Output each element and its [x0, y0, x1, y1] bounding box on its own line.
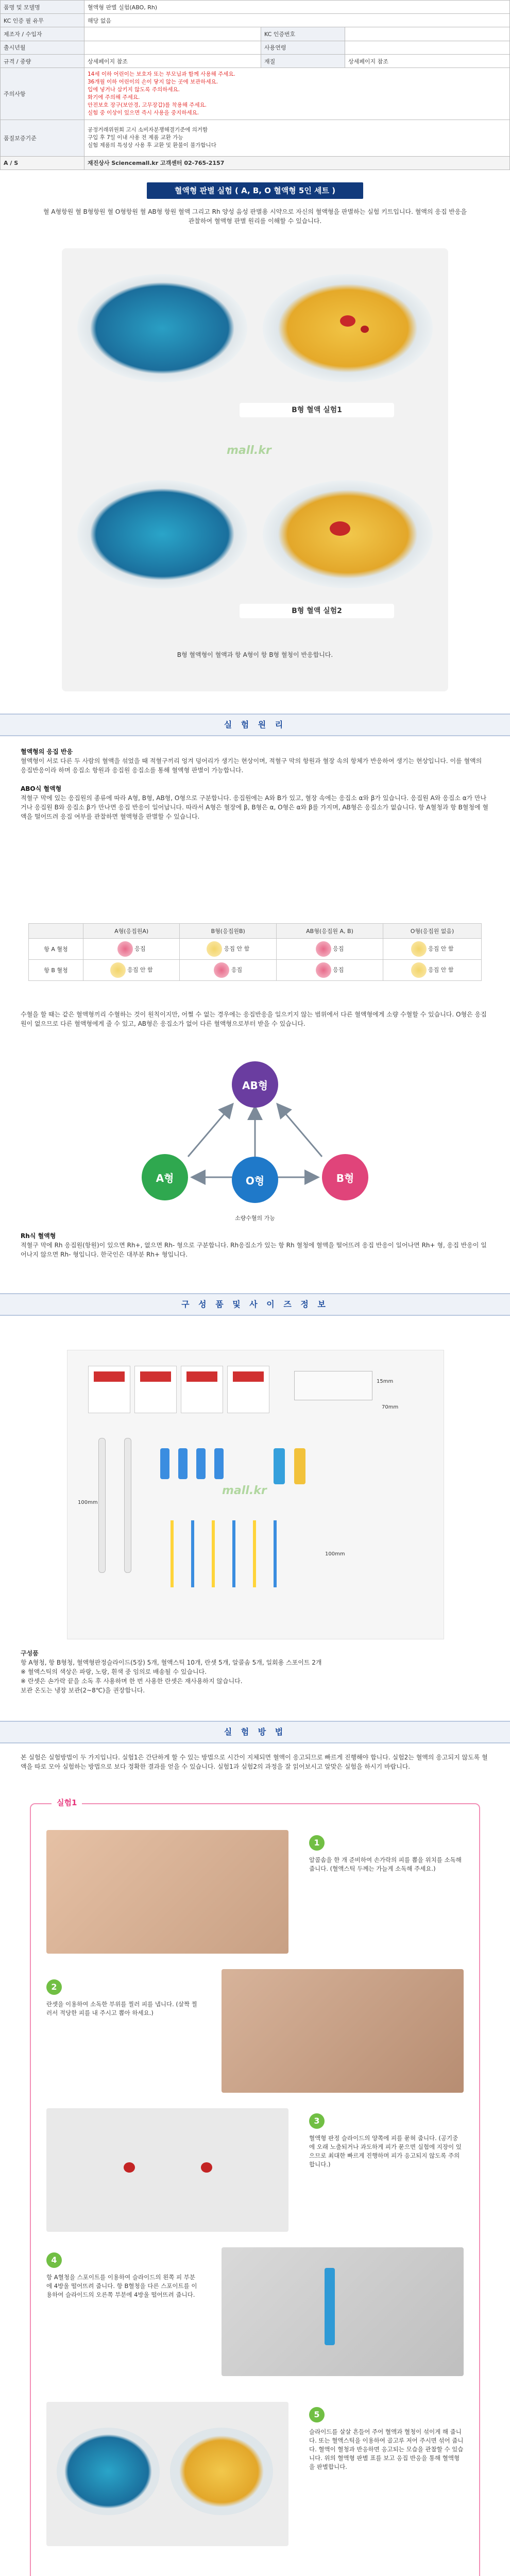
section-title-text: 구 성 품 및 사 이 즈 정 보: [181, 1299, 329, 1309]
quality-list: [84, 120, 510, 157]
table-cell: [180, 939, 277, 960]
quality-label: 품질보증기준: [1, 120, 84, 157]
clumped-cell-icon: [117, 941, 133, 957]
smooth-cell-icon: [411, 962, 427, 978]
clumped-cell-icon: [316, 962, 331, 978]
quality-line: 구입 후 7일 이내 사용 전 제품 교환 가능: [88, 134, 183, 141]
info-row: [1, 27, 510, 41]
info-label: 재질: [261, 54, 345, 67]
step-number: 3: [309, 2113, 325, 2129]
info-label: 규격 / 중량: [1, 54, 84, 67]
step-text: 란셋을 이용하여 소독한 부위를 찔러 피를 냅니다. (살짝 찔러서 적당한 피를 내 주시고 뽑아 하세요.): [46, 2001, 197, 2016]
alcohol-swab: [88, 1366, 130, 1413]
alcohol-swab: [181, 1366, 223, 1413]
contents-heading: 구성품: [21, 1650, 39, 1657]
cell-text: 응집 안 함: [428, 945, 454, 952]
caution-line: 화기에 주의해 주세요.: [88, 94, 140, 101]
caution-list: [84, 68, 510, 120]
section-title-text: 실 험 원 리: [224, 720, 286, 730]
section-title-method: [0, 1721, 510, 1743]
info-label: KC 인증번호: [261, 27, 345, 41]
info-label: 제조자 / 수입자: [1, 27, 84, 41]
alcohol-swab: [134, 1366, 177, 1413]
petri-dish-yellow: [263, 274, 433, 382]
experiment-1-label: B형 혈액 실험1: [240, 403, 394, 417]
info-label: 품명 및 모델명: [1, 1, 84, 14]
contents-line: ※ 란셋은 손가락 끝을 소독 후 사용하며 한 번 사용한 란셋은 재사용하지 않습니다.: [21, 1677, 243, 1685]
table-cell: [83, 939, 180, 960]
step-photo: [222, 2247, 464, 2376]
watermark-logo: mall.kr: [227, 444, 271, 457]
lancet: [196, 1448, 206, 1479]
info-row: [1, 54, 510, 67]
table-header: B형(응집원B): [180, 924, 277, 939]
blood-stick: [274, 1520, 277, 1587]
blood-stick: [232, 1520, 235, 1587]
table-cell: [83, 960, 180, 981]
dropper: [124, 1438, 131, 1573]
contents-line: 보관 온도는 냉장 보관(2~8℃)을 권장합니다.: [21, 1687, 145, 1694]
dropper: [98, 1438, 106, 1573]
hero-subtitle: 혈 A형항원 혈 B형항원 혈 O형항원 혈 AB형 항원 혈액 그리고 Rh 양성 음성 판별용 시약으로 자신의 혈액형을 판별하는 실험 키트입니다. 혈액의 응집 반응을 관찰하여 혈액형 판별 원리를 이해할 수 있습니다.: [43, 208, 467, 225]
experiment-2-label: B형 혈액 실험2: [240, 604, 394, 618]
info-label: 출시년월: [1, 41, 84, 54]
blood-stick: [171, 1520, 174, 1587]
table-header-row: [29, 924, 482, 939]
info-value: 혈액형 판별 실험(ABO, Rh): [84, 1, 510, 14]
table-cell: [180, 960, 277, 981]
photo-caption: B형 혈액형이 혈액과 항 A형이 항 B형 혈청이 반응합니다.: [177, 651, 333, 658]
caution-line: 14세 이하 어린이는 보호자 또는 부모님과 함께 사용해 주세요.: [88, 71, 235, 78]
result-photo-card: [62, 248, 448, 691]
smooth-cell-icon: [207, 941, 222, 957]
blood-type-ab-bubble: AB형: [232, 1061, 278, 1108]
clumped-cell-icon: [316, 941, 331, 957]
table-header: A형(응집원A): [83, 924, 180, 939]
table-row: [29, 960, 482, 981]
kit-contents-photo: [67, 1350, 444, 1639]
dimension-label: 100mm: [78, 1500, 98, 1505]
section-title-principle: [0, 714, 510, 736]
rh-heading: Rh식 혈액형: [21, 1232, 56, 1240]
table-header: [29, 924, 83, 939]
caution-line: 36개월 이하 어린이의 손이 닿지 않는 곳에 보관하세요.: [88, 79, 218, 86]
cell-text: 응집 안 함: [127, 967, 153, 973]
anti-a-serum-vial: [274, 1448, 285, 1484]
blood-type-b-bubble: B형: [322, 1154, 368, 1200]
method-section: [0, 1747, 510, 2576]
table-cell: [383, 960, 482, 981]
experiment-1-box: [30, 1798, 480, 2576]
test-slide: [294, 1371, 372, 1400]
transfusion-diagram: [131, 1056, 379, 1226]
contents-line: 항 A형청, 항 B형청, 혈액형판정슬라이드(5장) 5개, 혈액스틱 10개, 란셋 5개, 알콜솜 5개, 일회용 스포이트 2개: [21, 1659, 322, 1666]
step-text: 혈액형 판정 슬라이드의 양쪽에 피를 묻혀 줍니다. (공기중에 오래 노출되거나 과도하게 피가 묻으면 실험에 지장이 있으므로 최대한 빠르게 진행하며 피가 응고되지 않도록 주의합니다.): [309, 2134, 462, 2168]
principle-text-block: [21, 747, 489, 821]
step-photo: [46, 2402, 288, 2546]
petri-dish-blue: [77, 274, 247, 382]
alcohol-swab: [227, 1366, 269, 1413]
cell-text: 응집: [333, 967, 344, 973]
contents-section: [0, 1319, 510, 1731]
info-row-caution: [1, 68, 510, 120]
cell-text: 응집 안 함: [428, 967, 454, 973]
abo-paragraph: 적혈구 막에 있는 응집원의 종류에 따라 A형, B형, AB형, O형으로 구분합니다. 응집원에는 A와 B가 있고, 혈장 속에는 응집소 α와 β가 있습니다. 응집원 A와 응집소 α가 만나거나 응집원 B와 응집소 β가 만나면 응집 반응이 일어납니다. 따라서 A형은 혈장에 β, B형은 α, O형은 α와 β를 가지며, AB형은 응집소가 없습니다. 항 A혈청과 항 B혈청에 혈액을 떨어뜨려 응집 여부를 관찰하면 혈액형을 판별할 수 있습니다.: [21, 794, 488, 820]
as-label: A / S: [1, 156, 84, 170]
contents-line: ※ 혈액스틱의 색상은 파랑, 노랑, 흰색 중 임의로 배송될 수 있습니다.: [21, 1668, 207, 1675]
info-value: [345, 41, 510, 54]
hero-banner: 혈액형 판별 실험 ( A, B, O 혈액형 5인 세트 ): [147, 182, 363, 199]
table-header: AB형(응집원 A, B): [277, 924, 383, 939]
info-label: KC 인증 필 유무: [1, 14, 84, 27]
step-number: 4: [46, 2252, 62, 2268]
blood-type-a-bubble: A형: [142, 1154, 188, 1200]
info-value: 상세페이지 참조: [345, 54, 510, 67]
caution-line: 안전보호 장구(보안경, 고무장갑)를 착용해 주세요.: [88, 102, 207, 109]
step-text: 항 A혈청을 스포이트를 이용하여 슬라이드의 왼쪽 피 부분에 4방울 떨어뜨려 줍니다. 항 B혈청을 다른 스포이트를 이용하여 슬라이드의 오른쪽 부분에 4방울 떨어뜨려 줍니다.: [46, 2274, 197, 2298]
cell-text: 응집 안 함: [224, 945, 250, 952]
agglutination-table: [28, 923, 482, 981]
step-number: 2: [46, 1979, 62, 1995]
info-row-as: [1, 156, 510, 170]
blood-clump: [340, 315, 355, 327]
table-cell: [383, 939, 482, 960]
quality-line: 공정거래위원회 고시 소비자분쟁해결기준에 의거함: [88, 127, 208, 133]
step-number: 1: [309, 1835, 325, 1851]
info-label: 사용연령: [261, 41, 345, 54]
table-header: O형(응집원 없음): [383, 924, 482, 939]
method-intro: 본 실험은 실험방법이 두 가지입니다. 실험1은 간단하게 할 수 있는 방법으로 시간이 지체되면 혈액이 응고되므로 빠르게 진행해야 합니다. 실험2는 혈액의 응고되지 않도록 혈액을 따로 모아 실험하는 방법으로 보다 정확한 결과를 얻을 수 있습니다. 실험1과 실험2의 과정을 잘 읽어보시고 알맞은 실험을 하시기 바랍니다.: [21, 1754, 488, 1770]
step-photo: [222, 1969, 464, 2093]
rh-paragraph: 적혈구 막에 Rh 응집원(항원)이 있으면 Rh+, 없으면 Rh- 형으로 구분합니다. Rh응집소가 있는 항 Rh 혈청에 혈액을 떨어뜨려 응집 반응이 일어나면 Rh+ 형, 응집 반응이 일어나지 않으면 Rh- 형입니다. 한국인은 대부분 Rh+ 형입니다.: [21, 1242, 487, 1258]
info-row-quality: [1, 120, 510, 157]
table-row-label: 항 B 혈청: [29, 960, 83, 981]
lancet: [214, 1448, 224, 1479]
info-value: [84, 27, 261, 41]
step-text: 슬라이드를 살살 흔들어 주어 혈액과 혈청이 섞이게 해 줍니다. 또는 혈액스틱을 이용하여 골고루 저어 주시면 섞어 줍니다. 혈액이 혈청과 반응하면 응고되는 모습을 관찰할 수 있습니다. 위의 혈액형 판별 표를 보고 응집 반응을 통해 혈액형을 판별합니다.: [309, 2428, 464, 2470]
blood-stick: [253, 1520, 256, 1587]
petri-dish-blue-2: [77, 480, 247, 588]
contents-text-block: [21, 1649, 489, 1695]
smooth-cell-icon: [411, 941, 427, 957]
blood-clump: [361, 326, 369, 333]
cell-text: 응집: [134, 945, 146, 952]
lancet: [178, 1448, 188, 1479]
caution-line: 입에 넣거나 삼키지 않도록 주의하세요.: [88, 87, 180, 93]
anti-b-serum-vial: [294, 1448, 305, 1484]
info-value: 해당 없음: [84, 14, 510, 27]
cell-text: 응집: [333, 945, 344, 952]
hero-section: [0, 171, 510, 707]
caution-line: 실험 중 이상이 있으면 즉시 사용을 중지하세요.: [88, 110, 199, 116]
quality-line: 실험 제품의 특성상 사용 후 교환 및 환불이 불가합니다: [88, 142, 216, 149]
info-value: 상세페이지 참조: [84, 54, 261, 67]
blood-stick: [212, 1520, 215, 1587]
principle-heading: 혈액형의 응집 반응: [21, 748, 73, 755]
as-value: 재진상사 Sciencemall.kr 고객센터 02-765-2157: [84, 156, 510, 170]
transfusion-paragraph: 수혈을 할 때는 같은 혈액형끼리 수혈하는 것이 원칙이지만, 어쩔 수 없는 경우에는 응집반응을 일으키지 않는 범위에서 다른 혈액형에게 소량 수혈할 수 있습니다. O형은 응집원이 없으므로 다른 혈액형에게 줄 수 있고, AB형은 응집소가 없어 다른 혈액형으로부터 받을 수 있습니다.: [21, 1011, 487, 1027]
info-row: [1, 14, 510, 27]
cell-text: 응집: [231, 967, 243, 973]
dimension-label: 70mm: [382, 1404, 399, 1410]
watermark-logo: mall.kr: [222, 1484, 267, 1497]
step-photo: [46, 1830, 288, 1954]
table-row: [29, 939, 482, 960]
info-row: [1, 41, 510, 54]
principle-paragraph: 혈액형이 서로 다른 두 사람의 혈액을 섞었을 때 적혈구끼리 엉겨 덩어리가 생기는 현상이며, 적혈구 막의 항원과 혈장 속의 항체가 반응하여 생기는 현상입니다. 이를 혈액의 응집반응이라 하며 응집소 항원과 응집원 응집소를 통해 혈액형 판별이 가능합니다.: [21, 757, 482, 774]
table-row-label: 항 A 혈청: [29, 939, 83, 960]
section-title-contents: [0, 1293, 510, 1316]
section-title-text: 실 험 방 법: [224, 1727, 286, 1737]
dimension-label: 15mm: [377, 1379, 394, 1384]
rh-text-block: [21, 1231, 489, 1259]
info-value: [84, 41, 261, 54]
step-text: 알콜솜을 한 개 준비하여 손가락의 피를 뽑을 위치를 소독해 줍니다. (혈액스틱 두께는 가늘게 소독해 주세요.): [309, 1856, 462, 1872]
step-number: 5: [309, 2407, 325, 2422]
table-cell: [277, 960, 383, 981]
petri-dish-yellow-2: [263, 480, 433, 588]
info-value: [345, 27, 510, 41]
blood-clump: [330, 521, 350, 536]
dimension-label: 100mm: [325, 1551, 345, 1557]
experiment-1-tab: 실험1: [52, 1797, 82, 1808]
product-info-table: [0, 0, 510, 170]
diagram-caption: 소량수혈의 가능: [235, 1215, 275, 1222]
table-cell: [277, 939, 383, 960]
abo-heading: ABO식 혈액형: [21, 785, 62, 792]
lancet: [160, 1448, 169, 1479]
principle-section: [0, 737, 510, 1267]
clumped-cell-icon: [214, 962, 229, 978]
caution-label: 주의사항: [1, 68, 84, 120]
smooth-cell-icon: [110, 962, 126, 978]
info-row: [1, 1, 510, 14]
blood-type-o-bubble: O형: [232, 1157, 278, 1203]
step-photo: [46, 2108, 288, 2232]
blood-stick: [191, 1520, 194, 1587]
